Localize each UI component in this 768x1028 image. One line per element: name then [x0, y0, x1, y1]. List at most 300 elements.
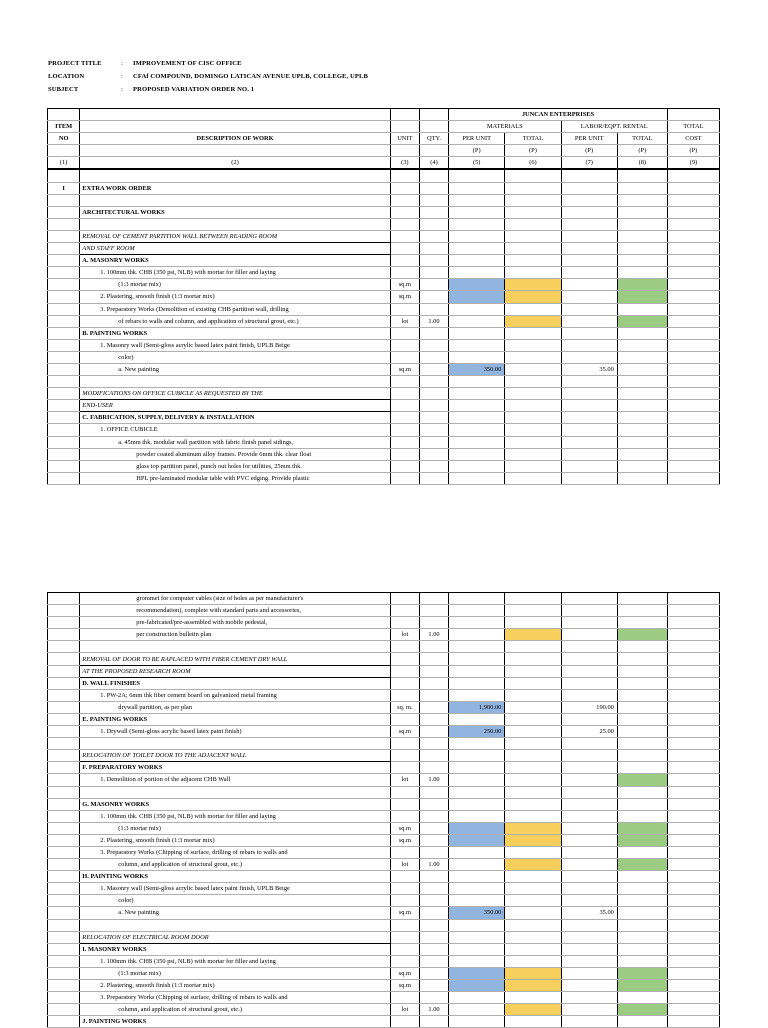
table-row: [48, 895, 720, 907]
labor-per-unit-cell: [561, 641, 617, 653]
total-cost-cell: [667, 822, 719, 834]
materials-per-unit-cell: [449, 327, 505, 339]
item-no-cell: [48, 907, 80, 919]
unit-cell: sq.m: [390, 834, 419, 846]
qty-cell: [419, 194, 448, 206]
materials-total-cell: [505, 291, 561, 303]
materials-total-cell: [505, 822, 561, 834]
labor-total-cell: [617, 992, 667, 1004]
description-cell: 1. 100mm thk. CHB (350 psi, NLB) with mortar for filler and laying: [80, 267, 390, 279]
labor-per-unit-cell: [561, 460, 617, 472]
unit-cell: [390, 738, 419, 750]
unit-cell: [390, 1016, 419, 1028]
labor-per-unit-cell: [561, 943, 617, 955]
unit-cell: [390, 617, 419, 629]
item-no-cell: [48, 363, 80, 375]
item-no-cell: [48, 846, 80, 858]
item-no-cell: [48, 859, 80, 871]
table-row: [48, 388, 720, 400]
item-no-cell: [48, 665, 80, 677]
table-row: [48, 605, 720, 617]
table-row: [48, 617, 720, 629]
labor-total-cell: [617, 460, 667, 472]
materials-per-unit-cell: [449, 182, 505, 194]
qty-cell: [419, 689, 448, 701]
labor-per-unit-cell: [561, 762, 617, 774]
labor-per-unit-cell: [561, 810, 617, 822]
qty-cell: [419, 750, 448, 762]
labor-total-cell: [617, 641, 667, 653]
labor-per-unit-cell: 35.00: [561, 907, 617, 919]
labor-per-unit-cell: [561, 593, 617, 605]
project-title-label: PROJECT TITLE: [48, 60, 102, 67]
labor-per-unit-cell: [561, 677, 617, 689]
materials-total-cell: [505, 701, 561, 713]
item-no-cell: [48, 388, 80, 400]
description-cell: 3. Preparatory Works (Demolition of existing CHB partition wall, drilling: [80, 303, 390, 315]
labor-total-cell: [617, 822, 667, 834]
total-cost-cell: [667, 980, 719, 992]
total-cost-cell: [667, 931, 719, 943]
table-row: [48, 376, 720, 388]
lab-total-header: TOTAL: [617, 133, 667, 145]
qty-cell: [419, 762, 448, 774]
description-cell: 1. 100mm thk. CHB (350 psi, NLB) with mortar for filler and laying: [80, 810, 390, 822]
unit-cell: [390, 424, 419, 436]
qty-cell: [419, 738, 448, 750]
total-cost-cell: [667, 798, 719, 810]
description-cell: a. 45mm thk. modular wall partition with fabric finish panel sidings,: [80, 436, 390, 448]
column-number: (7): [561, 157, 617, 170]
materials-per-unit-cell: [449, 267, 505, 279]
item-no-cell: [48, 1004, 80, 1016]
unit-header: UNIT: [390, 133, 419, 145]
unit-cell: lot: [390, 315, 419, 327]
description-cell: [80, 738, 390, 750]
page-1-rows: [48, 182, 720, 484]
item-no-cell: [48, 883, 80, 895]
description-cell: powder coated aluminum alloy frames. Provide 6mm thk. clear float: [80, 448, 390, 460]
materials-per-unit-cell: [449, 834, 505, 846]
table-row: [48, 412, 720, 424]
materials-per-unit-cell: [449, 1016, 505, 1028]
item-no-cell: [48, 460, 80, 472]
materials-total-cell: [505, 303, 561, 315]
materials-per-unit-cell: [449, 460, 505, 472]
total-cost-cell: [667, 593, 719, 605]
qty-cell: [419, 291, 448, 303]
materials-per-unit-cell: [449, 919, 505, 931]
materials-per-unit-cell: [449, 810, 505, 822]
labor-total-cell: [617, 750, 667, 762]
materials-total-cell: [505, 206, 561, 218]
materials-total-cell: [505, 351, 561, 363]
item-no-cell: [48, 629, 80, 641]
total-cost-cell: [667, 641, 719, 653]
materials-per-unit-cell: [449, 992, 505, 1004]
item-header: ITEM: [48, 121, 80, 133]
item-no-cell: [48, 243, 80, 255]
materials-total-cell: [505, 279, 561, 291]
labor-total-cell: [617, 255, 667, 267]
unit-cell: [390, 677, 419, 689]
table-row: [48, 1004, 720, 1016]
qty-cell: [419, 182, 448, 194]
materials-total-cell: [505, 943, 561, 955]
table-row: [48, 218, 720, 230]
unit-cell: [390, 786, 419, 798]
labor-total-cell: [617, 967, 667, 979]
description-cell: pre-fabricated/pre-assembled with mobile pedestal,: [80, 617, 390, 629]
materials-total-cell: [505, 919, 561, 931]
unit-cell: sq.m: [390, 980, 419, 992]
table-row: [48, 303, 720, 315]
materials-total-cell: [505, 424, 561, 436]
table-row: [48, 665, 720, 677]
materials-per-unit-cell: [449, 871, 505, 883]
unit-cell: lot: [390, 1004, 419, 1016]
total-cost-cell: [667, 617, 719, 629]
table-row: [48, 363, 720, 375]
materials-total-cell: [505, 859, 561, 871]
description-cell: 2. Plastering, smooth finish (1:3 mortar mix): [80, 291, 390, 303]
labor-total-cell: [617, 327, 667, 339]
materials-total-cell: [505, 992, 561, 1004]
labor-total-cell: [617, 363, 667, 375]
total-cost-cell: [667, 194, 719, 206]
labor-total-cell: [617, 665, 667, 677]
materials-per-unit-cell: [449, 400, 505, 412]
qty-cell: 1.00: [419, 1004, 448, 1016]
labor-per-unit-cell: [561, 279, 617, 291]
labor-total-cell: [617, 182, 667, 194]
location-value: CFAf COMPOUND, DOMINGO LATICAN AVENUE UPLB, COLLEGE, UPLB: [133, 73, 369, 80]
labor-per-unit-cell: [561, 255, 617, 267]
labor-per-unit-cell: 35.00: [561, 363, 617, 375]
description-cell: [80, 919, 390, 931]
item-no-cell: [48, 351, 80, 363]
labor-total-cell: [617, 907, 667, 919]
qty-cell: [419, 665, 448, 677]
labor-total-cell: [617, 436, 667, 448]
unit-cell: [390, 810, 419, 822]
materials-total-cell: [505, 182, 561, 194]
mat-total-header: TOTAL: [505, 133, 561, 145]
materials-per-unit-cell: 250.00: [449, 726, 505, 738]
materials-per-unit-cell: [449, 653, 505, 665]
table-row: [48, 1016, 720, 1028]
subject-value: PROPOSED VARIATION ORDER NO. 1: [133, 86, 255, 93]
qty-cell: [419, 593, 448, 605]
labor-per-unit-cell: [561, 786, 617, 798]
labor-per-unit-cell: [561, 617, 617, 629]
labor-per-unit-cell: [561, 834, 617, 846]
total-cost-cell: [667, 303, 719, 315]
qty-cell: [419, 955, 448, 967]
description-cell: REMOVAL OF CEMENT PARTITION WALL BETWEEN READING ROOM: [80, 230, 390, 242]
materials-total-cell: [505, 194, 561, 206]
qty-cell: [419, 206, 448, 218]
table-row: [48, 943, 720, 955]
table-row: [48, 980, 720, 992]
unit-cell: [390, 472, 419, 484]
unit-cell: [390, 243, 419, 255]
labor-total-cell: [617, 351, 667, 363]
unit-cell: lot: [390, 629, 419, 641]
total-cost-cell: [667, 846, 719, 858]
description-cell: 1. Masonry wall (Semi-gloss acrylic based latex paint finish, UPLB Beige: [80, 339, 390, 351]
location-row: [48, 73, 368, 80]
materials-per-unit-cell: [449, 412, 505, 424]
unit-cell: sq.m: [390, 967, 419, 979]
colon: :: [121, 60, 123, 67]
total-cost-cell: [667, 871, 719, 883]
column-number: (5): [449, 157, 505, 170]
item-no-cell: [48, 230, 80, 242]
total-cost-cell: [667, 665, 719, 677]
total-cost-cell: [667, 859, 719, 871]
materials-per-unit-cell: [449, 943, 505, 955]
unit-cell: [390, 605, 419, 617]
unit-cell: [390, 327, 419, 339]
description-header: DESCRIPTION OF WORK: [80, 133, 390, 145]
total-cost-cell: [667, 363, 719, 375]
materials-total-cell: [505, 653, 561, 665]
unit-cell: [390, 182, 419, 194]
unit-cell: [390, 412, 419, 424]
description-cell: of rebars to walls and column, and application of structural grout, etc.): [80, 315, 390, 327]
qty-cell: [419, 363, 448, 375]
unit-cell: [390, 762, 419, 774]
labor-per-unit-cell: [561, 1016, 617, 1028]
qty-cell: [419, 339, 448, 351]
total-cost-cell: [667, 424, 719, 436]
item-no-cell: [48, 218, 80, 230]
materials-total-cell: [505, 460, 561, 472]
table-row: [48, 955, 720, 967]
unit-cell: [390, 992, 419, 1004]
total-cost-cell: [667, 774, 719, 786]
materials-total-cell: [505, 834, 561, 846]
total-cost-cell: [667, 412, 719, 424]
item-no-cell: [48, 327, 80, 339]
labor-per-unit-cell: [561, 303, 617, 315]
materials-total-cell: [505, 967, 561, 979]
unit-cell: [390, 376, 419, 388]
labor-total-cell: [617, 713, 667, 725]
item-no-cell: [48, 641, 80, 653]
item-no-cell: [48, 750, 80, 762]
materials-total-cell: [505, 218, 561, 230]
total-cost-cell: [667, 907, 719, 919]
unit-cell: [390, 255, 419, 267]
item-no-cell: [48, 412, 80, 424]
qty-cell: [419, 822, 448, 834]
qty-cell: [419, 895, 448, 907]
total-cost-cell: [667, 182, 719, 194]
labor-total-cell: [617, 279, 667, 291]
materials-per-unit-cell: [449, 315, 505, 327]
unit-cell: [390, 919, 419, 931]
labor-total-cell: [617, 810, 667, 822]
table-row: [48, 883, 720, 895]
labor-per-unit-cell: [561, 992, 617, 1004]
description-cell: 1. 100mm thk. CHB (350 psi, NLB) with mortar for filler and laying: [80, 955, 390, 967]
total-cost-cell: [667, 315, 719, 327]
item-no-cell: [48, 943, 80, 955]
qty-cell: [419, 919, 448, 931]
table-row: [48, 653, 720, 665]
description-cell: B. PAINTING WORKS: [80, 327, 390, 339]
labor-per-unit-cell: [561, 448, 617, 460]
item-no-cell: [48, 701, 80, 713]
materials-per-unit-cell: [449, 665, 505, 677]
unit-cell: [390, 641, 419, 653]
labor-per-unit-cell: [561, 653, 617, 665]
labor-per-unit-cell: [561, 388, 617, 400]
table-row: [48, 424, 720, 436]
materials-per-unit-cell: [449, 774, 505, 786]
unit-cell: [390, 955, 419, 967]
labor-per-unit-cell: [561, 955, 617, 967]
labor-per-unit-cell: [561, 351, 617, 363]
item-no-cell: [48, 291, 80, 303]
materials-total-cell: [505, 448, 561, 460]
materials-total-cell: [505, 641, 561, 653]
materials-per-unit-cell: [449, 351, 505, 363]
qty-header: QTY.: [419, 133, 448, 145]
materials-per-unit-cell: [449, 786, 505, 798]
table-row: [48, 641, 720, 653]
total-cost-cell: [667, 400, 719, 412]
materials-per-unit-cell: [449, 967, 505, 979]
materials-per-unit-cell: [449, 1004, 505, 1016]
description-cell: per construction bulletin plan: [80, 629, 390, 641]
description-cell: 1. Masonry wall (Semi-gloss acrylic based latex paint finish, UPLB Beige: [80, 883, 390, 895]
qty-cell: [419, 810, 448, 822]
labor-total-cell: [617, 859, 667, 871]
item-no-cell: [48, 689, 80, 701]
labor-total-cell: [617, 726, 667, 738]
labor-total-cell: [617, 774, 667, 786]
qty-cell: [419, 230, 448, 242]
labor-per-unit-cell: [561, 665, 617, 677]
labor-per-unit-cell: 190.00: [561, 701, 617, 713]
column-number: (9): [667, 157, 719, 170]
labor-per-unit-cell: [561, 218, 617, 230]
item-no-cell: [48, 424, 80, 436]
description-cell: [80, 376, 390, 388]
item-no-cell: [48, 303, 80, 315]
qty-cell: [419, 967, 448, 979]
item-no-cell: [48, 605, 80, 617]
table-row: [48, 230, 720, 242]
unit-cell: [390, 303, 419, 315]
labor-total-cell: [617, 677, 667, 689]
materials-total-cell: [505, 412, 561, 424]
description-cell: 1. OFFICE CUBICLE: [80, 424, 390, 436]
materials-total-cell: [505, 605, 561, 617]
description-cell: G. MASONRY WORKS: [80, 798, 390, 810]
labor-per-unit-cell: 25.00: [561, 726, 617, 738]
materials-per-unit-cell: [449, 750, 505, 762]
unit-cell: [390, 713, 419, 725]
labor-total-cell: [617, 315, 667, 327]
qty-cell: [419, 726, 448, 738]
materials-total-cell: [505, 230, 561, 242]
contractor-name: JUNCAN ENTERPRISES: [449, 109, 668, 121]
labor-total-cell: [617, 472, 667, 484]
description-cell: AND STAFF ROOM: [80, 243, 390, 255]
item-no-cell: [48, 1016, 80, 1028]
materials-per-unit-cell: [449, 895, 505, 907]
labor-per-unit-cell: [561, 230, 617, 242]
qty-cell: [419, 641, 448, 653]
qty-cell: 1.00: [419, 859, 448, 871]
labor-per-unit-cell: [561, 689, 617, 701]
labor-total-cell: [617, 412, 667, 424]
colon: :: [121, 86, 123, 93]
materials-per-unit-cell: [449, 376, 505, 388]
item-no-cell: [48, 726, 80, 738]
table-row: [48, 629, 720, 641]
item-no-cell: [48, 834, 80, 846]
materials-total-cell: [505, 243, 561, 255]
materials-per-unit-cell: [449, 243, 505, 255]
table-row: [48, 593, 720, 605]
table-row: [48, 798, 720, 810]
materials-per-unit-cell: [449, 472, 505, 484]
materials-total-cell: [505, 750, 561, 762]
column-number: (3): [390, 157, 419, 170]
materials-total-cell: [505, 774, 561, 786]
materials-total-cell: [505, 363, 561, 375]
table-row: [48, 339, 720, 351]
unit-cell: sq.m: [390, 726, 419, 738]
table-row: [48, 750, 720, 762]
labor-per-unit-cell: [561, 182, 617, 194]
materials-total-cell: [505, 689, 561, 701]
table-row: [48, 992, 720, 1004]
materials-per-unit-cell: [449, 883, 505, 895]
total-cost-cell: [667, 629, 719, 641]
materials-total-cell: [505, 629, 561, 641]
total-cost-cell: [667, 472, 719, 484]
description-cell: [80, 194, 390, 206]
materials-per-unit-cell: [449, 859, 505, 871]
item-no-cell: [48, 738, 80, 750]
table-row: [48, 871, 720, 883]
materials-per-unit-cell: [449, 448, 505, 460]
description-cell: (1:3 mortar mix): [80, 822, 390, 834]
materials-total-cell: [505, 677, 561, 689]
description-cell: MODIFICATIONS ON OFFICE CUBICLE AS REQUESTED BY THE: [80, 388, 390, 400]
qty-cell: [419, 871, 448, 883]
labor-per-unit-cell: [561, 859, 617, 871]
total-cost-cell: [667, 436, 719, 448]
unit-cell: [390, 943, 419, 955]
qty-cell: [419, 992, 448, 1004]
labor-total-cell: [617, 424, 667, 436]
materials-per-unit-cell: [449, 931, 505, 943]
column-number: (1): [48, 157, 80, 170]
qty-cell: [419, 798, 448, 810]
materials-total-cell: [505, 786, 561, 798]
materials-total-cell: [505, 726, 561, 738]
unit-cell: [390, 206, 419, 218]
description-cell: E. PAINTING WORKS: [80, 713, 390, 725]
materials-total-cell: [505, 931, 561, 943]
